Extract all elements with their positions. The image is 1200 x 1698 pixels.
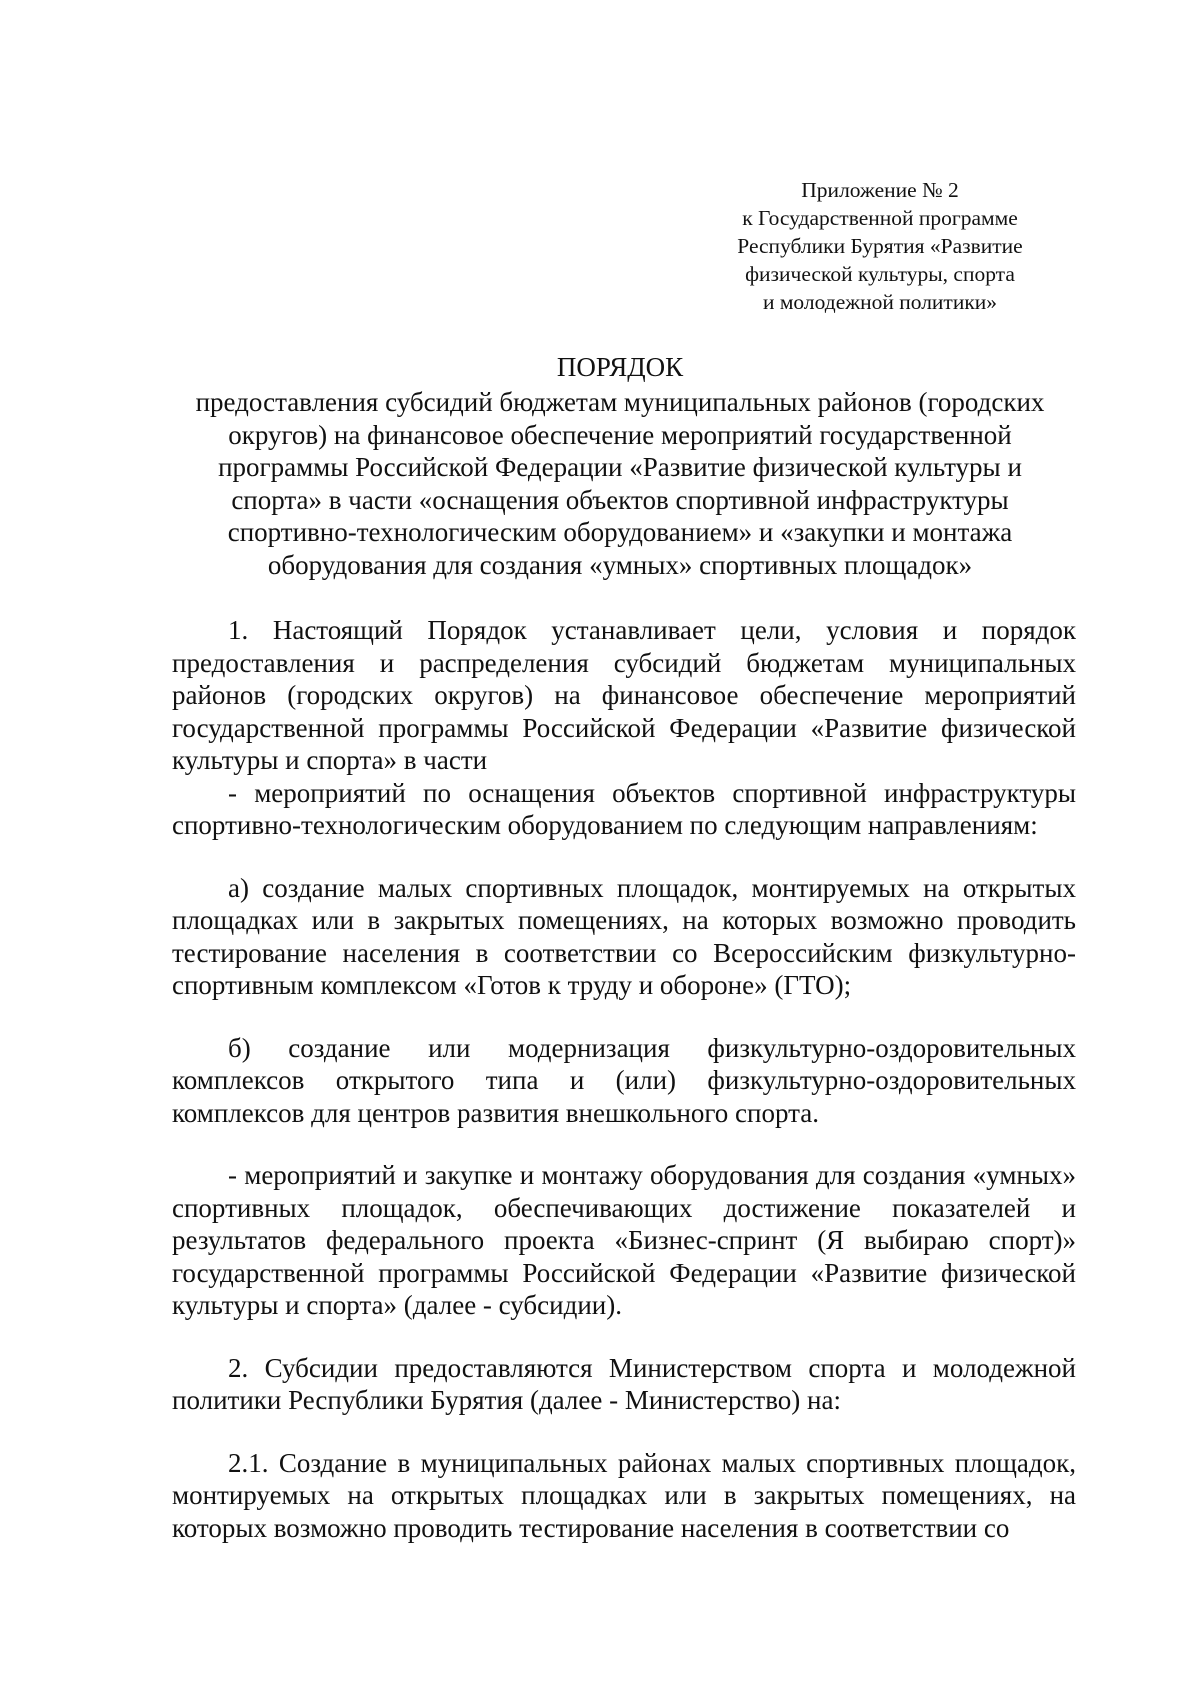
appendix-note [700,176,1060,316]
appendix-line: к Государственной программе [742,206,1018,230]
document-title: ПОРЯДОК [556,352,684,382]
paragraph-1-list-item: - мероприятий по оснащения объектов спортивной инфраструктуры спортивно-технологическим оборудованием по следующим направлениям: [172,777,1076,840]
subtitle-line: программы Российской Федерации «Развитие физической культуры и [218,452,1022,482]
paragraph-2-1: 2.1. Создание в муниципальных районах малых спортивных площадок, монтируемых на открытых площадках или в закрытых помещениях, на которых возможно проводить тестирование населения в соответствии со [172,1447,1076,1543]
document-body [172,614,1076,1544]
paragraph-1: 1. Настоящий Порядок устанавливает цели, условия и порядок предоставления и распределения субсидий бюджетам муниципальных районов (городских округов) на финансовое обеспечение мероприятий государственной программы Российской Федерации «Развитие физической культуры и спорта» в части [172,615,1076,775]
paragraph-item-b: б) создание или модернизация физкультурно-оздоровительных комплексов открытого типа и (или) физкультурно-оздоровительных комплексов для центров развития внешкольного спорта. [172,1032,1076,1128]
appendix-line: физической культуры, спорта [745,262,1015,286]
subtitle-line: оборудования для создания «умных» спортивных площадок» [267,549,973,580]
document-subtitle [180,386,1060,581]
subtitle-line: спорта» в части «оснащения объектов спортивной инфраструктуры [231,484,1009,515]
subtitle-line: спортивно-технологическим оборудованием» и «закупки и монтажа [227,517,1013,547]
paragraph-2: 2. Субсидии предоставляются Министерством спорта и молодежной политики Республики Бурятия (далее - Министерство) на: [172,1352,1076,1415]
paragraph-1-list-item-2: - мероприятий и закупке и монтажу оборудования для создания «умных» спортивных площадок, обеспечивающих достижение показателей и результатов федерального проекта «Бизнес-спринт (Я выбираю спорт)» государственной программы Российской Федерации «Развитие физической культуры и спорта» (далее - субсидии). [172,1160,1076,1320]
paragraph-item-a: а) создание малых спортивных площадок, монтируемых на открытых площадках или в закрытых помещениях, на которых возможно проводить тестирование населения в соответствии со Всероссийским физкультурно-спортивным комплексом «Готов к труду и обороне» (ГТО); [172,872,1076,1000]
appendix-line: Приложение № 2 [801,178,959,202]
appendix-line: Республики Бурятия «Развитие [737,234,1023,258]
appendix-line: и молодежной политики» [762,290,998,314]
subtitle-line: предоставления субсидий бюджетам муниципальных районов (городских [195,387,1045,417]
subtitle-line: округов) на финансовое обеспечение мероприятий государственной [228,419,1012,450]
